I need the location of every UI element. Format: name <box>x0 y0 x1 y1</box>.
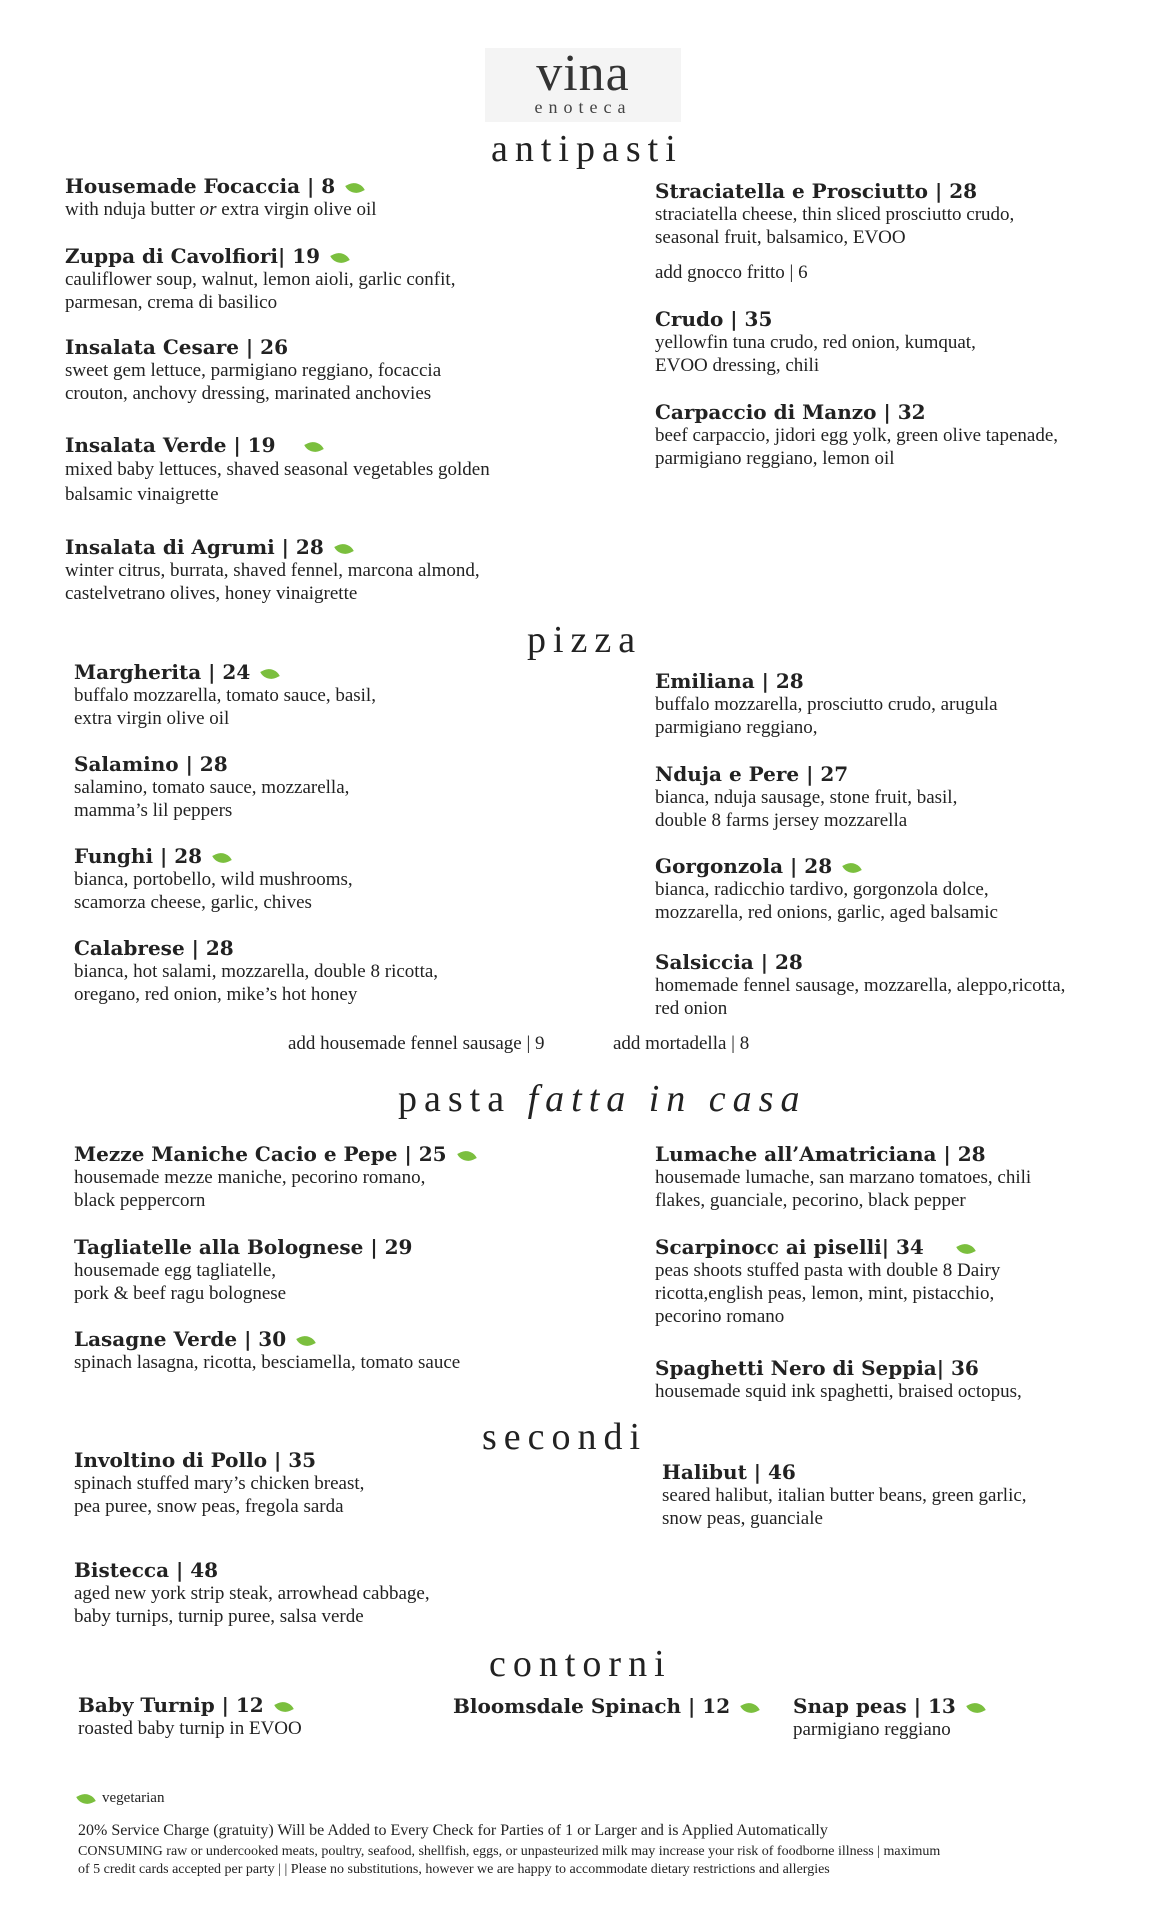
item-title: Halibut | 46 <box>662 1460 796 1484</box>
leaf-icon <box>956 1240 976 1258</box>
item-desc: beef carpaccio, jidori egg yolk, green olive tapenade, parmigiano reggiano, lemon oil <box>655 425 1059 469</box>
leaf-icon <box>457 1147 477 1165</box>
item-title: Zuppa di Cavolfiori| 19 <box>65 244 321 268</box>
item-title: Scarpinocc ai piselli| 34 <box>655 1235 924 1259</box>
item-desc: aged new york strip steak, arrowhead cabbage, baby turnips, turnip puree, salsa verde <box>74 1583 430 1627</box>
menu-item-spaghetti <box>655 1356 1022 1403</box>
leaf-icon <box>296 1332 316 1350</box>
section-title-contorni: contorni <box>489 1643 672 1685</box>
item-desc: mixed baby lettuces, shaved seasonal vegetables golden balsamic vinaigrette <box>65 459 490 505</box>
logo-sub: enoteca <box>534 97 632 117</box>
leaf-icon <box>304 438 324 456</box>
logo-name: vina <box>536 45 630 102</box>
menu-item-carpaccio <box>655 400 1058 470</box>
menu-item-pollo <box>74 1448 364 1518</box>
leaf-icon <box>212 849 232 867</box>
section-title-pizza: pizza <box>527 619 643 661</box>
menu-item-halibut <box>662 1460 1027 1530</box>
add-on-gnocco: add gnocco fritto | 6 <box>655 262 808 283</box>
item-title: Crudo | 35 <box>655 307 773 331</box>
item-desc: seared halibut, italian butter beans, green garlic, snow peas, guanciale <box>662 1485 1027 1529</box>
item-desc: peas shoots stuffed pasta with double 8 Dairy ricotta,english peas, lemon, mint, pistacchio, pecorino romano <box>655 1260 1001 1327</box>
leaf-icon <box>330 249 350 267</box>
leaf-icon <box>76 1790 96 1808</box>
add-on-mortadella: add mortadella | 8 <box>613 1033 750 1054</box>
menu-item-crudo <box>655 307 976 377</box>
item-title: Bloomsdale Spinach | 12 <box>453 1694 731 1718</box>
leaf-icon <box>274 1698 294 1716</box>
menu-item-salsiccia <box>655 950 1065 1020</box>
item-title: Housemade Focaccia | 8 <box>65 174 336 198</box>
service-charge-note: 20% Service Charge (gratuity) Will be Added to Every Check for Parties of 1 or Larger and is Applied Automatically <box>78 1822 828 1839</box>
item-desc: homemade fennel sausage, mozzarella, aleppo,ricotta, red onion <box>655 975 1066 1019</box>
item-desc: bianca, hot salami, mozzarella, double 8 ricotta, oregano, red onion, mike’s hot honey <box>74 961 439 1005</box>
item-title: Bistecca | 48 <box>74 1558 219 1582</box>
section-title-antipasti: antipasti <box>491 128 683 170</box>
item-desc: yellowfin tuna crudo, red onion, kumquat, EVOO dressing, chili <box>655 332 976 376</box>
item-desc: sweet gem lettuce, parmigiano reggiano, focaccia crouton, anchovy dressing, marinated anchovies <box>65 360 442 404</box>
item-desc: cauliflower soup, walnut, lemon aioli, garlic confit, parmesan, crema di basilico <box>65 269 456 313</box>
item-title: Carpaccio di Manzo | 32 <box>655 400 926 424</box>
vegetarian-legend <box>78 1790 164 1807</box>
consuming-warning: CONSUMING raw or undercooked meats, poultry, seafood, shellfish, eggs, or unpasteurized milk may increase your risk of foodborne illness | maximum of 5 credit cards accepted per party | | Please no substitutions, however we are happy to accommodate dietary restrictions and allergies <box>78 1844 941 1877</box>
item-desc: buffalo mozzarella, prosciutto crudo, arugula parmigiano reggiano, <box>655 694 998 738</box>
item-desc: parmigiano reggiano <box>793 1719 951 1740</box>
menu-item-nduja <box>655 762 957 832</box>
item-title: Funghi | 28 <box>74 844 203 868</box>
item-desc: bianca, nduja sausage, stone fruit, basil, double 8 farms jersey mozzarella <box>655 787 958 831</box>
item-title: Margherita | 24 <box>74 660 251 684</box>
leaf-icon <box>740 1699 760 1717</box>
item-desc: roasted baby turnip in EVOO <box>78 1718 302 1739</box>
menu-item-emiliana <box>655 669 998 739</box>
leaf-icon <box>842 859 862 877</box>
leaf-icon <box>345 179 365 197</box>
item-desc: bianca, radicchio tardivo, gorgonzola dolce, mozzarella, red onions, garlic, aged balsamic <box>655 879 998 923</box>
item-desc: housemade lumache, san marzano tomatoes, chili flakes, guanciale, pecorino, black pepper <box>655 1167 1032 1211</box>
item-desc: with nduja butter or extra virgin olive oil <box>65 199 377 220</box>
item-title: Insalata Cesare | 26 <box>65 335 288 359</box>
item-title: Baby Turnip | 12 <box>78 1693 264 1717</box>
legend-label: vegetarian <box>102 1790 165 1806</box>
item-title: Tagliatelle alla Bolognese | 29 <box>74 1235 413 1259</box>
item-title: Mezze Maniche Cacio e Pepe | 25 <box>74 1142 447 1166</box>
item-desc: bianca, portobello, wild mushrooms, scamorza cheese, garlic, chives <box>74 869 353 913</box>
item-desc: straciatella cheese, thin sliced prosciutto crudo, seasonal fruit, balsamico, EVOO <box>655 204 1015 248</box>
menu-item-spinach <box>453 1694 758 1718</box>
section-title-pasta: pasta fatta in casa <box>398 1078 807 1120</box>
item-title: Spaghetti Nero di Seppia| 36 <box>655 1356 979 1380</box>
item-title: Insalata Verde | 19 <box>65 433 276 457</box>
menu-item-calabrese <box>74 936 438 1006</box>
item-title: Lasagne Verde | 30 <box>74 1327 287 1351</box>
menu-item-tagliatelle <box>74 1235 412 1305</box>
menu-item-lumache <box>655 1142 1031 1212</box>
item-title: Straciatella e Prosciutto | 28 <box>655 179 978 203</box>
item-desc: spinach lasagna, ricotta, besciamella, tomato sauce <box>74 1352 461 1373</box>
item-desc: spinach stuffed mary’s chicken breast, pea puree, snow peas, fregola sarda <box>74 1473 365 1517</box>
item-title: Snap peas | 13 <box>793 1694 956 1718</box>
menu-item-bistecca <box>74 1558 430 1628</box>
item-desc: housemade egg tagliatelle, pork & beef ragu bolognese <box>74 1260 287 1304</box>
item-desc: housemade mezze maniche, pecorino romano, black peppercorn <box>74 1167 426 1211</box>
item-desc: housemade squid ink spaghetti, braised octopus, <box>655 1381 1022 1402</box>
leaf-icon <box>260 665 280 683</box>
leaf-icon <box>334 540 354 558</box>
menu-item-agrumi <box>65 535 480 605</box>
menu-item-gorgonzola <box>655 854 998 924</box>
item-title: Insalata di Agrumi | 28 <box>65 535 324 559</box>
menu-item-straciatella <box>655 179 1014 249</box>
menu-item-funghi <box>74 844 353 914</box>
item-title: Emiliana | 28 <box>655 669 804 693</box>
menu-item-cesare <box>65 335 441 405</box>
item-desc: winter citrus, burrata, shaved fennel, marcona almond, castelvetrano olives, honey vinaigrette <box>65 560 480 604</box>
item-desc: buffalo mozzarella, tomato sauce, basil, extra virgin olive oil <box>74 685 376 729</box>
leaf-icon <box>966 1699 986 1717</box>
menu-item-salamino <box>74 752 349 822</box>
menu-item-verde <box>65 433 490 507</box>
section-title-secondi: secondi <box>482 1416 648 1458</box>
item-desc: salamino, tomato sauce, mozzarella, mamma’s lil peppers <box>74 777 350 821</box>
item-title: Lumache all’Amatriciana | 28 <box>655 1142 986 1166</box>
logo <box>485 45 681 122</box>
item-title: Salamino | 28 <box>74 752 228 776</box>
menu-item-turnip <box>78 1693 302 1740</box>
add-on-sausage: add housemade fennel sausage | 9 <box>288 1033 545 1054</box>
menu-item-lasagne <box>74 1327 460 1374</box>
menu-item-mezze <box>74 1142 475 1212</box>
item-title: Nduja e Pere | 27 <box>655 762 849 786</box>
item-title: Gorgonzola | 28 <box>655 854 833 878</box>
menu-item-margherita <box>74 660 376 730</box>
menu-item-peas <box>793 1694 984 1741</box>
menu-item-zuppa <box>65 244 455 314</box>
item-title: Involtino di Pollo | 35 <box>74 1448 317 1472</box>
item-title: Salsiccia | 28 <box>655 950 803 974</box>
item-title: Calabrese | 28 <box>74 936 234 960</box>
menu-item-scarpinocc <box>655 1235 1000 1328</box>
menu-item-focaccia <box>65 174 377 221</box>
